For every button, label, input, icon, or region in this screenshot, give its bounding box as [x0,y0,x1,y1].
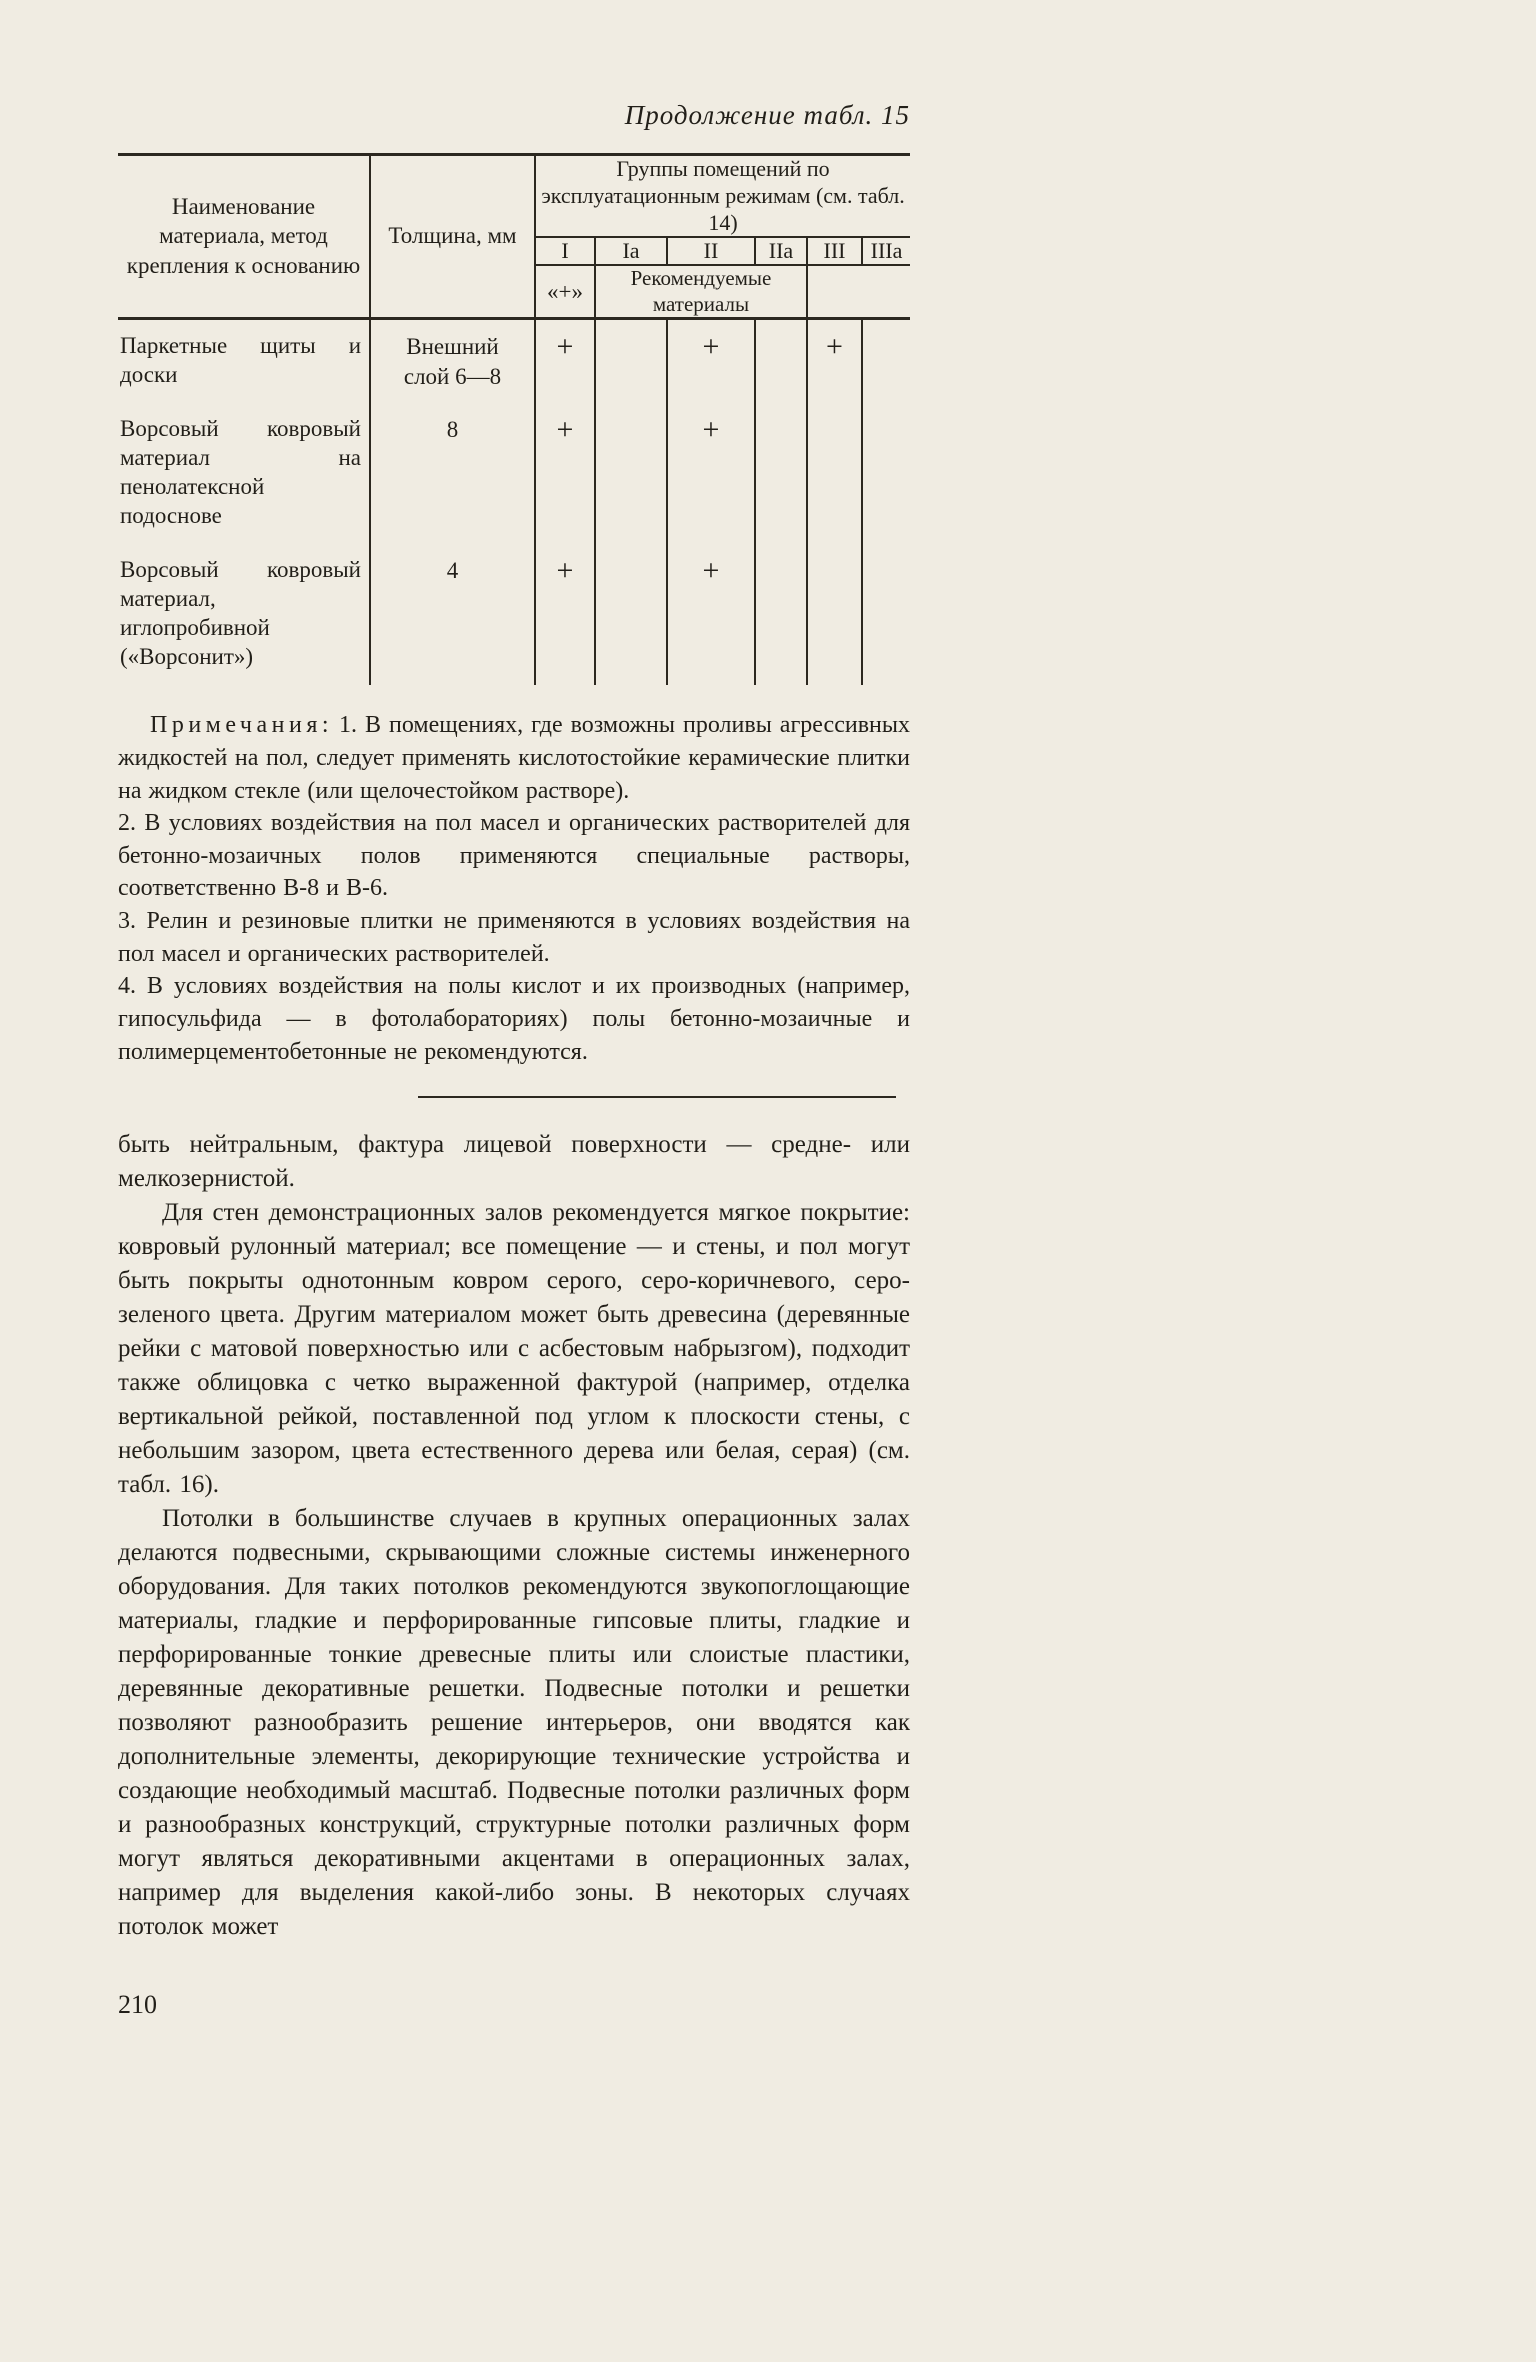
mark-cell [862,544,910,685]
legend-plus-symbol: «+» [535,265,595,318]
table-header [118,155,910,319]
table-continuation-caption: Продолжение табл. 15 [624,100,910,130]
notes-label: Примечания: [150,712,334,739]
note-paragraph: 3. Релин и резиновые плитки не применяются в условиях воздействия на пол масел и органических растворителей. [118,908,910,967]
table-row [118,544,910,685]
mark-cell [755,318,807,403]
mark-cell [595,544,667,685]
body-text-section [118,1128,910,1944]
thickness-cell: Внешний слой 6—8 [370,318,535,403]
table-body [118,318,910,685]
mark-cell [595,403,667,544]
mark-cell: + [535,318,595,403]
mark-cell: + [667,403,755,544]
page-number: 210 [118,1990,157,2020]
material-name-cell: Паркетные щиты и доски [120,332,361,387]
note-paragraph: 4. В условиях воздействия на полы кислот и их производных (например, гипосульфида — в фотолабораториях) полы бетонно-мозаичные и полимерцементобетонные не рекомендуются. [118,973,910,1065]
group-column-header: I [535,237,595,265]
mark-cell [862,403,910,544]
column-header-material-name: Наименование материала, метод крепления к основанию [118,155,370,319]
mark-cell [755,403,807,544]
materials-table [118,153,910,685]
group-column-header: Ia [595,237,667,265]
body-paragraph: быть нейтральным, фактура лицевой поверхности — средне- или мелкозернистой. [118,1131,910,1193]
thickness-cell: 8 [370,403,535,544]
notes-section [118,709,910,1068]
body-paragraph: Для стен демонстрационных залов рекомендуется мягкое покрытие: ковровый рулонный материал; все помещение — и стены, и пол могут быть покрыты однотонным ковром серого, серо-коричневого, серо-зеленого цвета. Другим материалом может быть древесина (деревянные рейки с матовой поверхностью или с асбестовым набрызгом), подходит также облицовка с четко выраженной фактурой (например, отделка вертикальной рейкой, поставленной под углом к плоскости стены, с небольшим зазором, цвета естественного дерева или белая, серая) (см. табл. 16). [118,1199,910,1499]
table-row [118,403,910,544]
note-1-text: 1. В помещениях, где возможны проливы агрессивных жидкостей на пол, следует применять кислотостойкие керамические плитки на жидком стекле (или щелочестойком растворе). [118,712,910,804]
note-paragraph [118,709,910,807]
table-header-row-main [118,155,910,238]
mark-cell: + [535,544,595,685]
group-column-header: III [807,237,862,265]
mark-cell [807,403,862,544]
page-content [118,100,910,2020]
thickness-cell: 4 [370,544,535,685]
mark-cell: + [667,544,755,685]
column-header-room-groups: Группы помещений по эксплуатационным режимам (см. табл. 14) [535,155,910,238]
material-name-cell: Ворсовый ковровый материал на пенолатексной подоснове [120,416,361,528]
mark-cell [755,544,807,685]
body-paragraph: Потолки в большинстве случаев в крупных операционных залах делаются подвесными, скрывающими сложные системы инженерного оборудования. Для таких потолков рекомендуются звукопоглощающие материалы, гладкие и перфорированные гипсовые плиты, гладкие и перфорированные тонкие древесные плиты или слоистые пластики, деревянные декоративные решетки. Подвесные потолки и решетки позволяют разнообразить решение интерьеров, они вводятся как дополнительные элементы, декорирующие технические устройства и создающие необходимый масштаб. Подвесные потолки различных форм и разнообразных конструкций, структурные потолки различных форм могут являться декоративными акцентами в операционных залах, например для выделения какой-либо зоны. В некоторых случаях потолок может [118,1505,910,1941]
group-column-header: IIa [755,237,807,265]
table-row [118,318,910,403]
mark-cell: + [535,403,595,544]
material-name-cell: Ворсовый ковровый материал, иглопробивной («Ворсонит») [120,557,361,669]
legend-label: Рекомендуемые материалы [595,265,807,318]
mark-cell [595,318,667,403]
note-paragraph: 2. В условиях воздействия на пол масел и органических растворителей для бетонно-мозаичных полов применяются специальные растворы, соответственно В-8 и В-6. [118,810,910,902]
mark-cell [862,318,910,403]
mark-cell: + [667,318,755,403]
legend-empty-cell [807,265,910,318]
group-column-header: II [667,237,755,265]
mark-cell [807,544,862,685]
column-header-thickness: Толщина, мм [370,155,535,319]
group-column-header: IIIa [862,237,910,265]
section-divider [418,1096,896,1098]
mark-cell: + [807,318,862,403]
